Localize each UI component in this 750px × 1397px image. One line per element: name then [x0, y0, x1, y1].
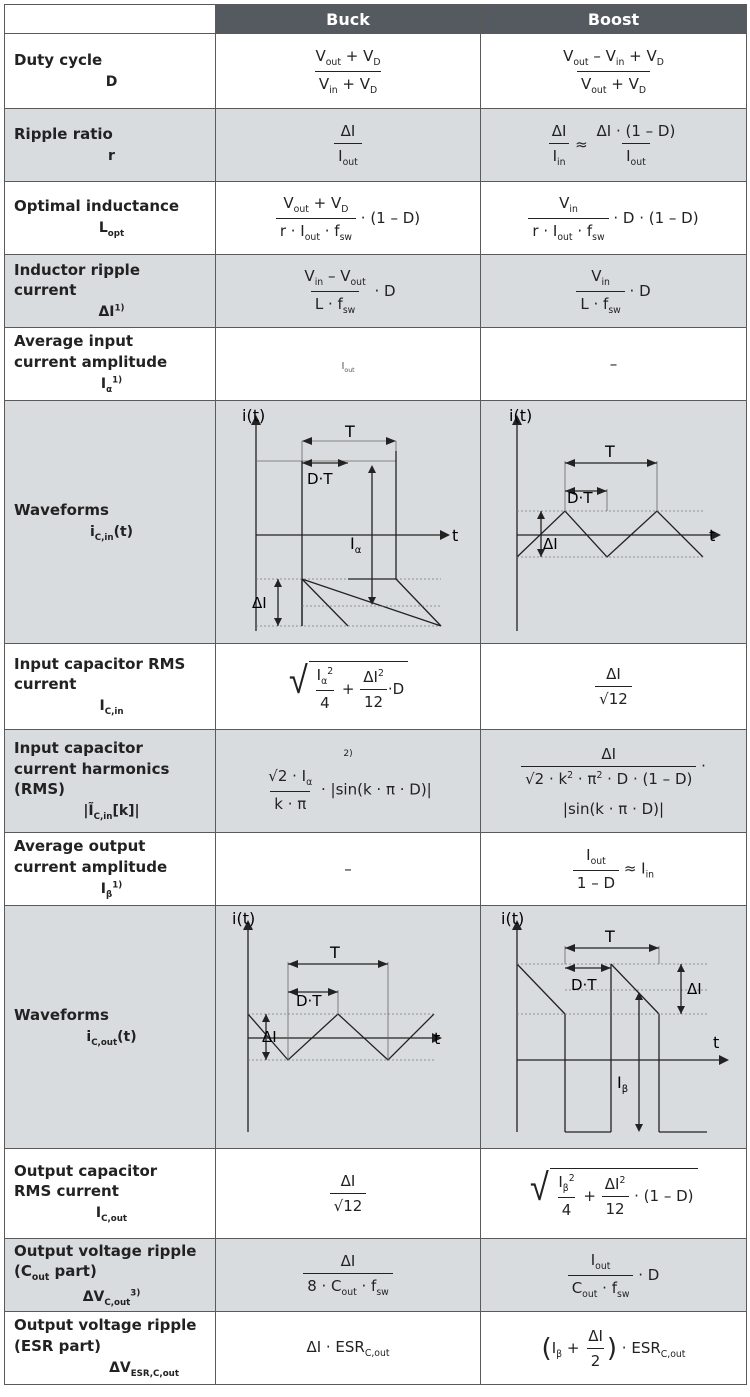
label-waveforms-input: Waveforms $i_{C,in}(t)$	[5, 401, 216, 644]
boost-inductance-formula: $V_{in}$ $r \cdot I_{out} \cdot f_{sw}$ · D · (1 – D)	[481, 182, 747, 255]
label-waveforms-output: Waveforms $i_{C,out}(t)$	[5, 906, 216, 1149]
boost-ind-ripple-formula: $V_{in}$ $L \cdot f_{sw}$ · D	[481, 255, 747, 328]
buck-input-waveform-diagram	[216, 401, 481, 639]
label-vripple-c: Output voltage ripple ($C_{out}$ part) $\Delta V_{C,out}^{3)}$	[5, 1239, 216, 1312]
boost-cin-harmonics-formula: $\frac{\Delta I}{√2 \cdot k^2 \cdot \pi^2 \cdot D \cdot (1 - D)}$ · |sin(k · π · D)|	[481, 730, 747, 833]
boost-output-waveform-diagram	[481, 906, 747, 1144]
label-ripple-ratio: Ripple ratio r	[5, 109, 216, 182]
svg-text:Iα: $I_\alpha$	[350, 534, 362, 556]
svg-text:T: T	[330, 943, 340, 962]
label-cin-rms: Input capacitor RMS current $I_{C,in}$	[5, 644, 216, 730]
label-optimal-inductance: Optimal inductance $L_{opt}$	[5, 182, 216, 255]
svg-text:t: t	[434, 1029, 441, 1048]
svg-text:T: T	[605, 927, 615, 946]
boost-duty-formula: $V_{out} - V_{in} + V_D$ $V_{out} + V_D$	[481, 34, 747, 109]
svg-text:t: t	[709, 526, 716, 545]
buck-avg-input: $I_{out}$	[216, 328, 481, 401]
header-blank	[5, 5, 216, 34]
svg-text:T: T	[605, 442, 615, 461]
row-duty-cycle	[5, 34, 747, 109]
svg-text:ΔI: ΔI	[252, 594, 267, 612]
buck-inductance-formula: $V_{out} + V_D$ $r \cdot I_{out} \cdot f_{sw}$ · (1 – D)	[216, 182, 481, 255]
label-cin-harmonics: Input capacitor current harmonics (RMS) $|Ĩ_{C,in}[k]|$	[5, 730, 216, 833]
svg-text:D·T: D·T	[571, 976, 597, 994]
svg-text:ΔI: ΔI	[543, 535, 558, 553]
row-avg-input	[5, 328, 747, 401]
buck-cin-harmonics-formula: 2) $\frac{√2 \cdot I_\alpha}{k \cdot \pi}$ · |sin(k · π · D)|	[216, 730, 481, 833]
label-vripple-esr: Output voltage ripple (ESR part) $\Delta V_{ESR,C,out}$	[5, 1312, 216, 1385]
svg-text:D·T: D·T	[296, 992, 322, 1010]
boost-input-waveform-diagram	[481, 401, 747, 639]
header-boost: Boost	[481, 5, 747, 34]
svg-text:t: t	[452, 526, 459, 545]
boost-avg-output-formula: $I_{out}$ 1 – D ≈ $I_{in}$	[481, 833, 747, 906]
row-cin-harmonics	[5, 730, 747, 833]
buck-ripple-formula: ΔI $I_{out}$	[216, 109, 481, 182]
label-avg-output: Average output current amplitude $I_\beta^{1)}$	[5, 833, 216, 906]
buck-waveform-input	[216, 401, 481, 644]
row-waveforms-output	[5, 906, 747, 1149]
footnote-2: 2)	[343, 749, 353, 759]
buck-vripple-esr-formula: $\Delta I \cdot ESR_{C,out}$	[216, 1312, 481, 1385]
row-vripple-esr	[5, 1312, 747, 1385]
label-duty-cycle: Duty cycle D	[5, 34, 216, 109]
boost-cout-rms-formula: √ $I_\beta^2$ 4 + $\Delta I^2$ 12 · (1 – D)	[481, 1149, 747, 1239]
svg-text:Iβ: $I_\beta$	[617, 1073, 629, 1095]
buck-vripple-c-formula: ΔI $8 \cdot C_{out} \cdot f_{sw}$	[216, 1239, 481, 1312]
row-optimal-inductance	[5, 182, 747, 255]
row-avg-output	[5, 833, 747, 906]
header-row	[5, 5, 747, 34]
svg-text:T: T	[345, 422, 355, 441]
row-inductor-ripple	[5, 255, 747, 328]
buck-cin-rms-formula: √ $I_\alpha^2$ 4 + $\Delta I^2$ 12 ·D	[216, 644, 481, 730]
buck-waveform-output	[216, 906, 481, 1149]
boost-ripple-formula: ΔI $I_{in}$ ≈ ΔI · (1 – D) $I_{out}$	[481, 109, 747, 182]
boost-vripple-c-formula: $I_{out}$ $C_{out} \cdot f_{sw}$ · D	[481, 1239, 747, 1312]
svg-text:ΔI: ΔI	[687, 980, 702, 998]
row-waveforms-input	[5, 401, 747, 644]
buck-cout-rms-formula: $\frac{\Delta I}{√12}$	[216, 1149, 481, 1239]
label-cout-rms: Output capacitor RMS current $I_{C,out}$	[5, 1149, 216, 1239]
svg-text:ΔI: ΔI	[262, 1028, 277, 1046]
svg-text:i(t): i(t)	[509, 406, 533, 425]
converter-formula-table	[4, 4, 747, 1385]
label-inductor-ripple: Inductor ripple current ΔI$^{1)}$	[5, 255, 216, 328]
svg-text:D·T: D·T	[567, 489, 593, 507]
svg-text:D·T: D·T	[307, 470, 333, 488]
boost-cin-rms-formula: $\frac{\Delta I}{√12}$	[481, 644, 747, 730]
buck-duty-formula: $V_{out} + V_D$ $V_{in} + V_D$	[216, 34, 481, 109]
buck-output-waveform-diagram	[216, 906, 481, 1144]
header-buck: Buck	[216, 5, 481, 34]
buck-ind-ripple-formula: $V_{in} - V_{out}$ $L \cdot f_{sw}$ · D	[216, 255, 481, 328]
row-cin-rms	[5, 644, 747, 730]
label-avg-input: Average input current amplitude $I_\alpha^{1)}$	[5, 328, 216, 401]
row-vripple-c	[5, 1239, 747, 1312]
row-cout-rms	[5, 1149, 747, 1239]
boost-vripple-esr-formula: ($I_\beta$ + $\frac{\Delta I}{2}$ ) · $ESR_{C,out}$	[481, 1312, 747, 1385]
boost-avg-input: –	[481, 328, 747, 401]
buck-avg-output: –	[216, 833, 481, 906]
svg-text:i(t): i(t)	[501, 909, 525, 928]
svg-text:i(t): i(t)	[242, 406, 266, 425]
boost-waveform-input	[481, 401, 747, 644]
row-ripple-ratio	[5, 109, 747, 182]
svg-text:t: t	[713, 1033, 720, 1052]
svg-text:i(t): i(t)	[232, 909, 256, 928]
boost-waveform-output	[481, 906, 747, 1149]
